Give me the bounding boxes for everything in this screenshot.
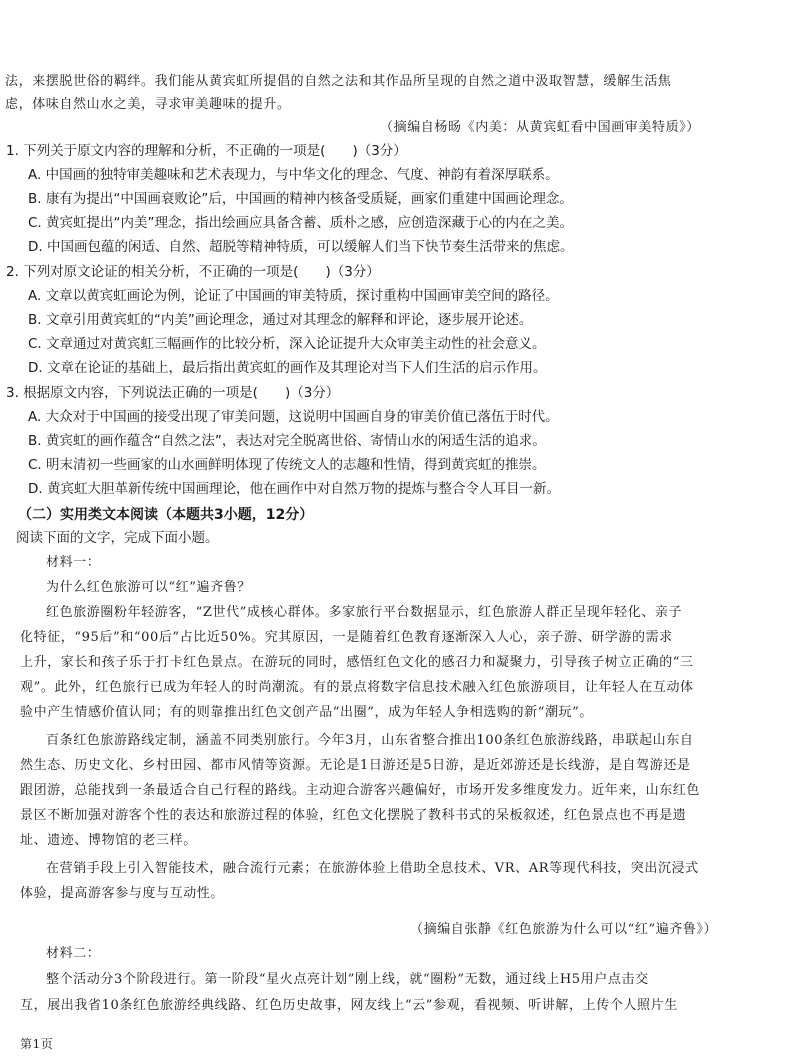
passage-source: （摘编自杨旸《内美：从黄宾虹看中国画审美特质》） — [380, 120, 700, 135]
question-option: C. 明末清初一些画家的山水画鲜明体现了传统文人的志趣和性情，得到黄宾虹的推崇。 — [28, 457, 546, 473]
material-line: 体验，提高游客参与度与互动性。 — [20, 886, 225, 901]
question-option: B. 康有为提出“中国画衰败论”后，中国画的精神内核备受质疑，画家们重建中国画论理念。 — [28, 191, 573, 207]
material-line: 景区不断加强对游客个性的表达和旅游过程的体验，红色文化摆脱了教科书式的呆板叙述，红色景点也不再是遗 — [20, 808, 687, 823]
question-option: C. 黄宾虹提出“内美”理念，指出绘画应具备含蓄、质朴之感，应创造深藏于心的内在之美。 — [28, 215, 573, 231]
material-title: 为什么红色旅游可以“红”遍齐鲁？ — [46, 580, 251, 595]
material-source: （摘编自张静《红色旅游为什么可以“红”遍齐鲁》） — [410, 922, 718, 937]
section-heading: （二）实用类文本阅读（本题共3小题，12分） — [18, 507, 314, 523]
material-line: 红色旅游圈粉年轻游客，“Z世代”成核心群体。多家旅行平台数据显示，红色旅游人群正呈现年轻化、亲子 — [46, 605, 683, 620]
question-option: A. 中国画的独特审美趣味和艺术表现力，与中华文化的理念、气度、神韵有着深厚联系。 — [28, 167, 559, 183]
material-line: 互，展出我省10条红色旅游经典线路、红色历史故事，网友线上“云”参观，看视频、听讲解，上传个人照片生 — [20, 998, 678, 1013]
question-stem: 2. 下列对原文论证的相关分析，不正确的一项是( )（3分） — [6, 264, 380, 280]
question-stem: 3. 根据原文内容，下列说法正确的一项是( )（3分） — [6, 385, 340, 401]
passage-tail-line: 虑，体味自然山水之美，寻求审美趣味的提升。 — [5, 97, 291, 112]
material-line: 整个活动分3个阶段进行。第一阶段“星火点亮计划”刚上线，就“圈粉”无数，通过线上H5用户点击交 — [46, 972, 649, 987]
material-line: 上升，家长和孩子乐于打卡红色景点。在游玩的同时，感悟红色文化的感召力和凝聚力，引导孩子树立正确的“三 — [20, 655, 694, 670]
passage-tail-line: 法，来摆脱世俗的羁绊。我们能从黄宾虹所提倡的自然之法和其作品所呈现的自然之道中汲取智慧，缓解生活焦 — [5, 74, 672, 89]
page-number: 第1页 — [20, 1037, 54, 1051]
material-line: 跟团游，总能找到一条最适合自己行程的路线。主动迎合游客兴趣偏好，市场开发多维度发力。近年来，山东红色 — [20, 783, 701, 798]
question-option: A. 文章以黄宾虹画论为例，论证了中国画的审美特质，探讨重构中国画审美空间的路径。 — [28, 288, 559, 304]
material-line: 在营销手段上引入智能技术，融合流行元素；在旅游体验上借助全息技术、VR、AR等现代科技，突出沉浸式 — [46, 861, 699, 876]
material-line: 然生态、历史文化、乡村田园、都市风情等资源。无论是1日游还是5日游，是近郊游还是长线游，是自驾游还是 — [20, 758, 691, 773]
question-stem: 1. 下列关于原文内容的理解和分析，不正确的一项是( )（3分） — [6, 143, 407, 159]
material-line: 观”。此外，红色旅行已成为年轻人的时尚潮流。有的景点将数字信息技术融入红色旅游项目，让年轻人在互动体 — [20, 680, 694, 695]
material-line: 验中产生情感价值认同；有的则靠推出红色文创产品“出圈”，成为年轻人争相选购的新“潮玩”。 — [20, 705, 593, 720]
question-option: C. 文章通过对黄宾虹三幅画作的比较分析，深入论证提升大众审美主动性的社会意义。 — [28, 336, 546, 352]
question-option: B. 黄宾虹的画作蕴含“自然之法”，表达对完全脱离世俗、寄情山水的闲适生活的追求。 — [28, 433, 546, 449]
section-instruction: 阅读下面的文字，完成下面小题。 — [16, 530, 219, 546]
material-line: 化特征，“95后”和“00后”占比近50%。究其原因，一是随着红色教育逐渐深入人心，亲子游、研学游的需求 — [20, 630, 673, 645]
material-line: 址、遗迹、博物馆的老三样。 — [20, 833, 197, 848]
question-option: D. 黄宾虹大胆革新传统中国画理论，他在画作中对自然万物的提炼与整合令人耳目一新。 — [28, 481, 560, 497]
material-label: 材料二： — [46, 946, 101, 961]
material-label: 材料一： — [46, 555, 101, 570]
material-line: 百条红色旅游路线定制，涵盖不同类别旅行。今年3月，山东省整合推出100条红色旅游线路，串联起山东自 — [46, 733, 694, 748]
question-option: D. 文章在论证的基础上，最后指出黄宾虹的画作及其理论对当下人们生活的启示作用。 — [28, 360, 547, 376]
question-option: B. 文章引用黄宾虹的“内美”画论理念，通过对其理念的解释和评论，逐步展开论述。 — [28, 312, 533, 328]
question-option: D. 中国画包蕴的闲适、自然、超脱等精神特质，可以缓解人们当下快节奏生活带来的焦虑。 — [28, 239, 574, 255]
question-option: A. 大众对于中国画的接受出现了审美问题，这说明中国画自身的审美价值已落伍于时代。 — [28, 409, 559, 425]
